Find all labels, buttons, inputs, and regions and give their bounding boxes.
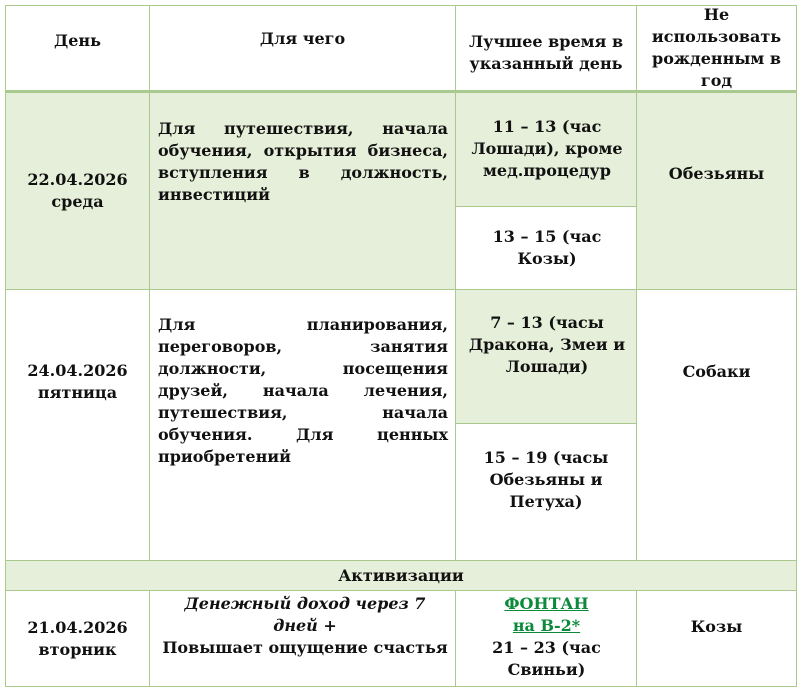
col-divider-2 — [455, 5, 456, 561]
activation-plus: + — [317, 616, 337, 635]
row2-time1: 7 – 13 (часы Дракона, Змеи и Лошади) — [468, 313, 626, 376]
header-purpose: Для чего — [259, 29, 346, 48]
fountain-link[interactable]: ФОНТАН на В-2* — [504, 594, 589, 635]
section-title: Активизации — [338, 565, 464, 585]
time-divider-2 — [456, 423, 637, 424]
header-day: День — [54, 31, 101, 50]
header-best-time: Лучшее время в указанный день — [468, 32, 624, 73]
row1-time1: 11 – 13 (час Лошади), кроме мед.процедур — [471, 117, 623, 180]
row1-date: 22.04.2026 среда — [27, 169, 128, 211]
header-avoid: Не использовать рожденным в год — [651, 5, 782, 90]
col-divider-1 — [149, 5, 150, 561]
activation-purpose — [160, 593, 450, 659]
activation-date: 21.04.2026 вторник — [27, 617, 128, 659]
row2-purpose: Для планирования, переговоров, занятия должности, посещения друзей, начала лечения, путешествия, начала обучения. Для ценных приобретений — [158, 315, 448, 466]
activation-avoid: Козы — [690, 617, 743, 636]
activation-purpose-italic: Денежный доход через 7 дней — [184, 594, 426, 635]
row2-time2: 15 – 19 (часы Обезьяны и Петуха) — [483, 448, 609, 511]
row1-purpose: Для путешествия, начала обучения, открытия бизнеса, вступления в должность, инвестиций — [158, 119, 448, 204]
row2-avoid: Собаки — [682, 361, 751, 381]
activation-purpose-rest: Повышает ощущение счастья — [162, 638, 448, 657]
row2-date: 24.04.2026 пятница — [27, 360, 128, 402]
row1-time2: 13 – 15 (час Козы) — [492, 227, 602, 268]
col-divider-3 — [636, 5, 637, 561]
row1-avoid: Обезьяны — [668, 164, 765, 183]
activation-time — [456, 593, 637, 681]
activation-time-value: 21 – 23 (час Свиньи) — [492, 638, 601, 679]
col-divider-1b — [149, 590, 150, 686]
